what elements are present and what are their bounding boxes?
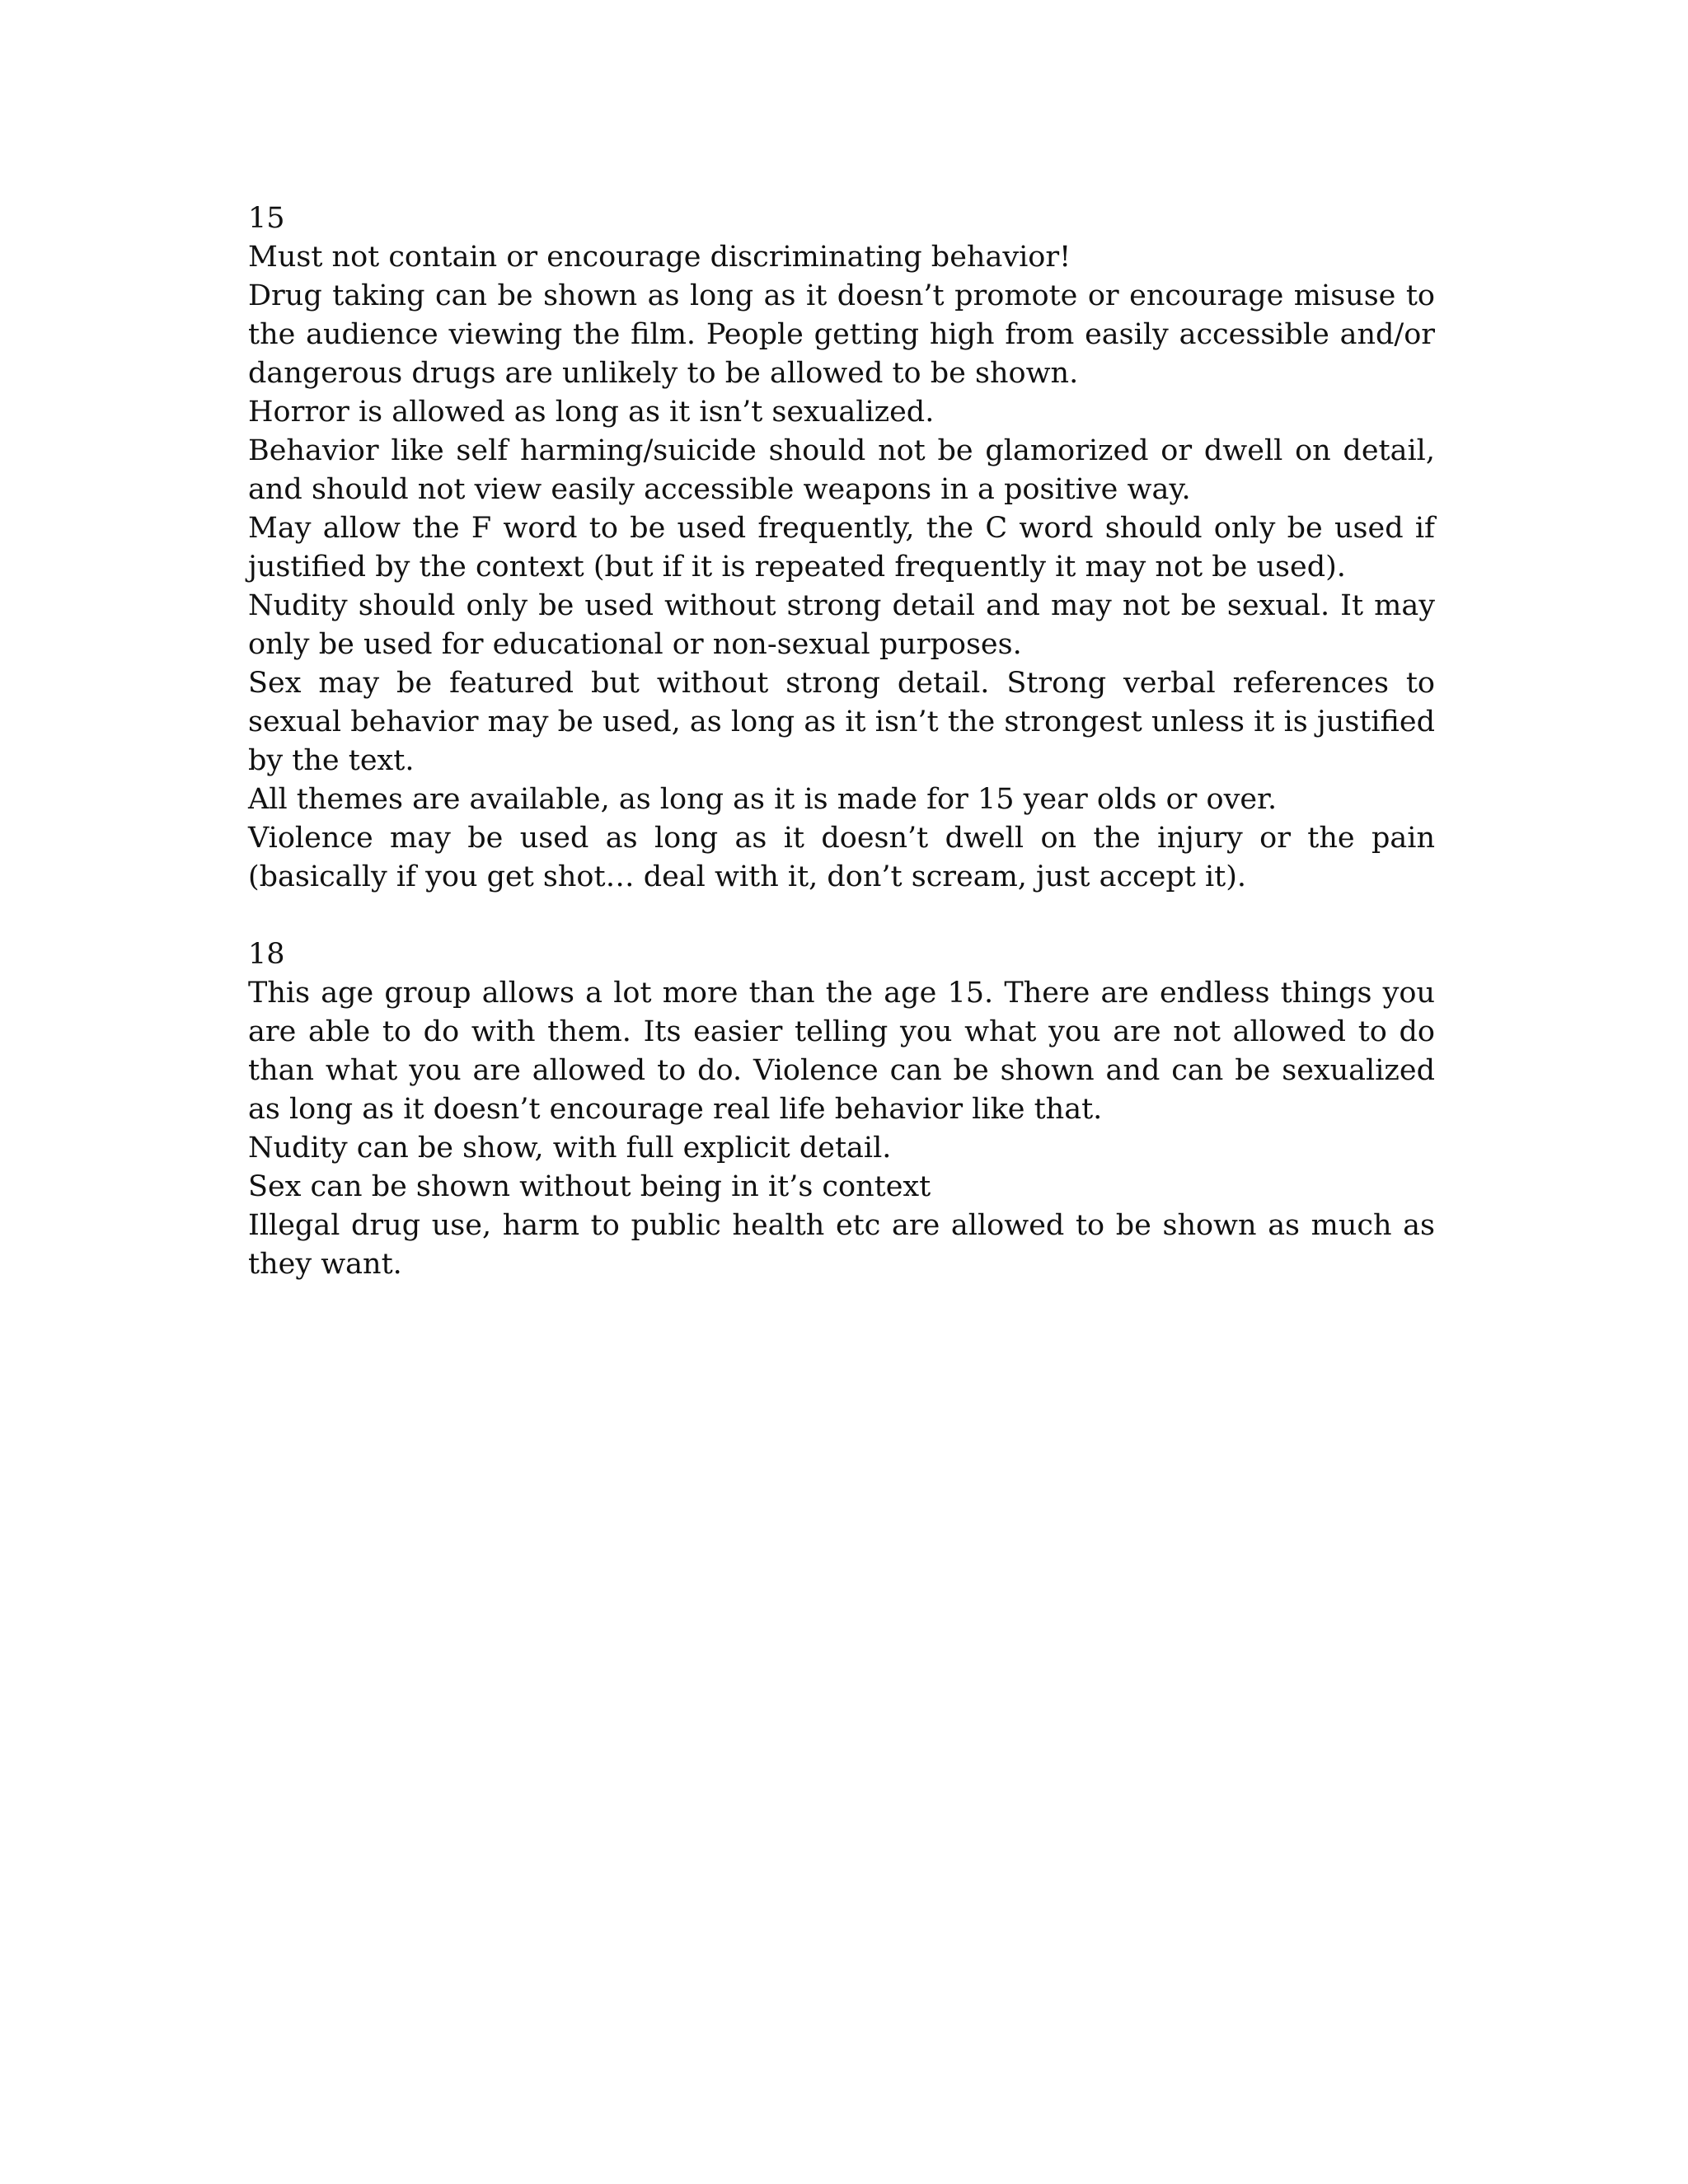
paragraph: Violence may be used as long as it doesn’t dwell on the injury or the pain (basically if you get shot… deal with it, don’t scream, just accept it). [248, 822, 1435, 893]
paragraph: Nudity can be show, with full explicit detail. [248, 1132, 892, 1165]
paragraph: Sex can be shown without being in it’s context [248, 1170, 931, 1203]
paragraph: All themes are available, as long as it is made for 15 year olds or over. [248, 783, 1278, 816]
rating-section-18 [248, 935, 1435, 1284]
document-body [248, 199, 1435, 1284]
section-heading: 18 [248, 938, 285, 971]
paragraph: Behavior like self harming/suicide should not be glamorized or dwell on detail, and should not view easily accessible weapons in a positive way. [248, 434, 1435, 506]
paragraph: Must not contain or encourage discriminating behavior! [248, 241, 1071, 274]
paragraph: May allow the F word to be used frequently, the C word should only be used if justified by the context (but if it is repeated frequently it may not be used). [248, 512, 1435, 583]
paragraph: Sex may be featured but without strong detail. Strong verbal references to sexual behavior may be used, as long as it isn’t the strongest unless it is justified by the text. [248, 667, 1435, 777]
paragraph: This age group allows a lot more than the age 15. There are endless things you are able to do with them. Its easier telling you what you are not allowed to do than what you are allowed to do. Violence can be shown and can be sexualized as long as it doesn’t encourage real life behavior like that. [248, 977, 1435, 1126]
paragraph: Nudity should only be used without strong detail and may not be sexual. It may only be used for educational or non-sexual purposes. [248, 589, 1435, 661]
paragraph: Drug taking can be shown as long as it doesn’t promote or encourage misuse to the audience viewing the film. People getting high from easily accessible and/or dangerous drugs are unlikely to be allowed to be shown. [248, 279, 1435, 390]
paragraph: Illegal drug use, harm to public health etc are allowed to be shown as much as they want. [248, 1209, 1435, 1281]
section-heading: 15 [248, 202, 285, 235]
rating-section-15 [248, 199, 1435, 897]
paragraph: Horror is allowed as long as it isn’t sexualized. [248, 396, 935, 429]
